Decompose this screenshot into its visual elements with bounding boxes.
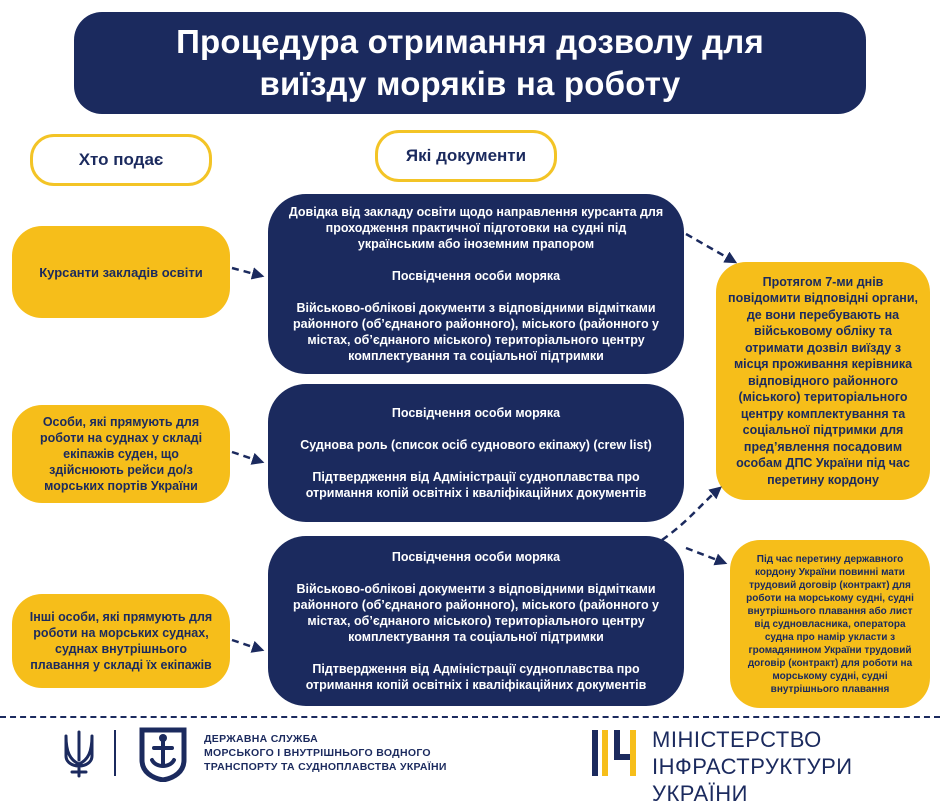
document-item: Військово-облікові документи з відповідними відмітками районного (об’єднаного районного), міського (районного у містах, об’єднаного міського) територіального центру комплектування та соціальної підтримки xyxy=(292,301,660,363)
applicant-crew-ukraine-ports: Особи, які прямують для роботи на суднах у складі екіпажів суден, що здійснюють рейси до/з морських портів України xyxy=(12,405,230,503)
arrow-docs-to-notify xyxy=(686,234,735,262)
document-item: Посвідчення особи моряка xyxy=(391,406,561,420)
applicant-other-crew: Інші особи, які прямують для роботи на морських суднах, суднах внутрішнього плавання у складі їх екіпажів xyxy=(12,594,230,688)
ministry-logo-icon xyxy=(590,728,642,778)
arrow-other-to-docs xyxy=(232,640,262,650)
ministry-name: МІНІСТЕРСТВО ІНФРАСТРУКТУРИ УКРАЇНИ xyxy=(652,727,853,806)
page-title-line1: Процедура отримання дозволу для xyxy=(176,23,764,60)
header-docs: Які документи xyxy=(375,130,557,182)
agency-emblem-icon xyxy=(134,726,192,782)
arrow-cadets-to-docs xyxy=(232,268,262,276)
page-title-line2: виїзду моряків на роботу xyxy=(259,65,681,102)
document-item: Підтвердження від Адміністрації судноплавства про отримання копій освітніх і кваліфікаційних документів xyxy=(305,470,647,500)
arrow-crew-to-docs xyxy=(232,452,262,462)
outcome-contract: Під час перетину державного кордону України повинні мати трудовий договір (контракт) для роботи на морському судні, судні внутрішнього плавання або лист від судновласника, оператора судна про намір укласти з громадянином України трудовий договір (контракт) для роботи на морському судні, судні внутрішнього плавання xyxy=(730,540,930,708)
header-who: Хто подає xyxy=(30,134,212,186)
footer-separator xyxy=(114,730,116,776)
footer-divider xyxy=(0,716,940,718)
document-item: Посвідчення особи моряка xyxy=(391,550,561,564)
applicant-cadets: Курсанти закладів освіти xyxy=(12,226,230,318)
document-item: Довідка від закладу освіти щодо направлення курсанта для проходження практичної підготовки на судні під українським або іноземним прапором xyxy=(288,205,664,251)
document-item: Військово-облікові документи з відповідними відмітками районного (об’єднаного районного), міського (районного у містах, об’єднаного міського) територіального центру комплектування та соціальної підтримки xyxy=(292,582,660,644)
document-item: Підтвердження від Адміністрації судноплавства про отримання копій освітніх і кваліфікаційних документів xyxy=(305,662,647,692)
trident-icon xyxy=(60,730,98,780)
arrow-docs3-to-contract xyxy=(686,548,725,563)
document-item: Посвідчення особи моряка xyxy=(391,269,561,283)
agency-name: ДЕРЖАВНА СЛУЖБА МОРСЬКОГО І ВНУТРІШНЬОГО ВОДНОГО ТРАНСПОРТУ ТА СУДНОПЛАВСТВА УКРАЇНИ xyxy=(204,733,447,773)
outcome-notify: Протягом 7-ми днів повідомити відповідні органи, де вони перебувають на військовому обліку та отримати дозвіл виїзду з місця проживання керівника відповідного районного (міського) територіального центру комплектування та соціальної підтримки для пред’явлення посадовим особам ДПС України під час перетину кордону xyxy=(716,262,930,500)
arrow-docs3-to-notify xyxy=(662,488,720,540)
document-item: Суднова роль (список осіб суднового екіпажу) (crew list) xyxy=(300,438,652,452)
